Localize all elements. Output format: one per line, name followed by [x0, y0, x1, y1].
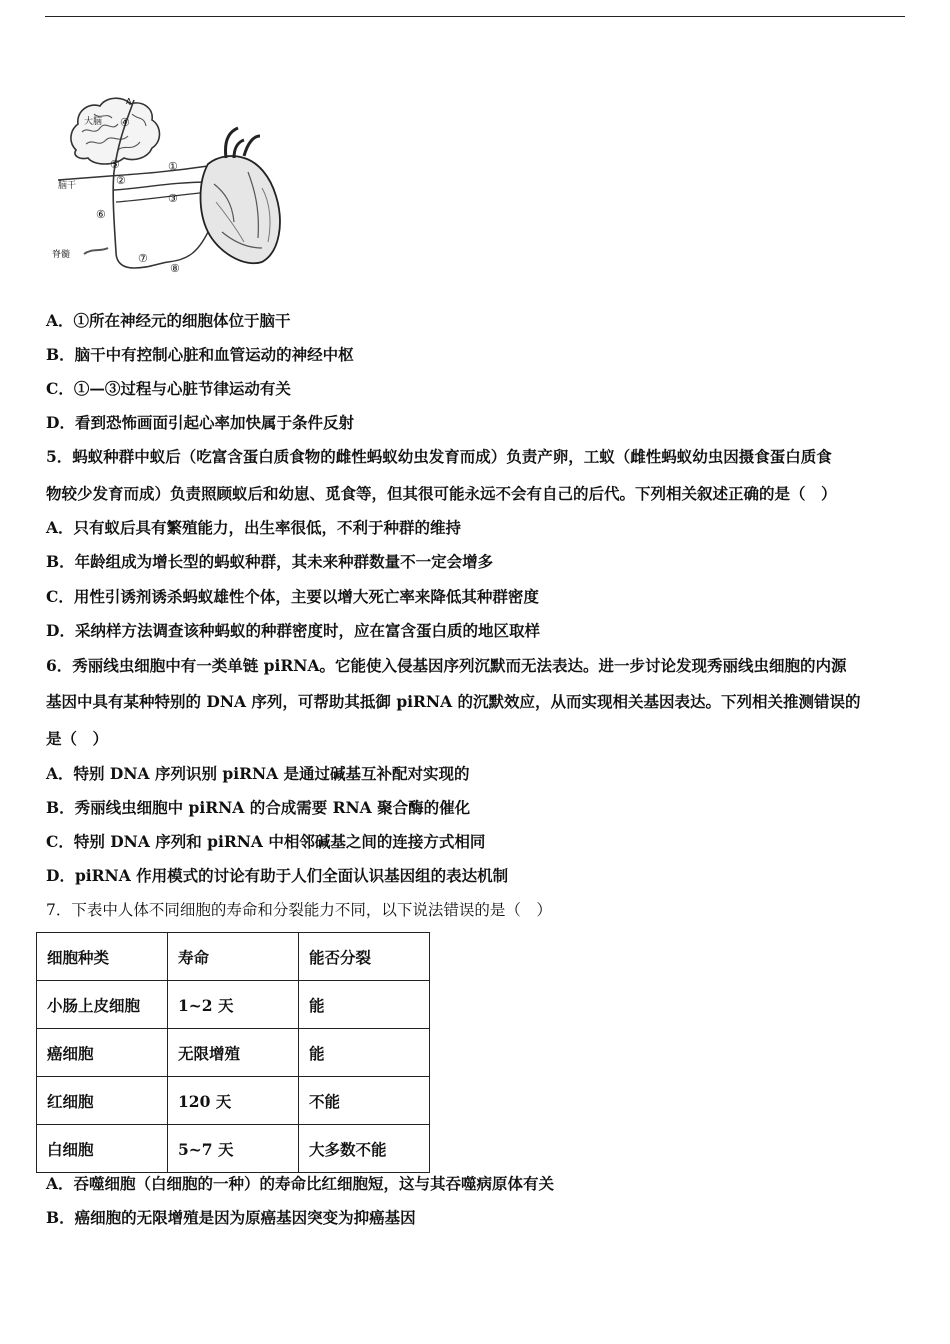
q7-option-a: A．吞噬细胞（白细胞的一种）的寿命比红细胞短，这与其吞噬病原体有关	[46, 1174, 555, 1193]
q5-option-b: B．年龄组成为增长型的蚂蚁种群，其未来种群数量不一定会增多	[46, 552, 494, 571]
table-cell: 能	[299, 1029, 430, 1077]
q5-stem-line2: 物较少发育而成）负责照顾蚁后和幼崽、觅食等，但其很可能永远不会有自己的后代。下列相关叙述正确的是（ ）	[46, 484, 837, 503]
table-cell: 无限增殖	[168, 1029, 299, 1077]
header-rule	[45, 16, 905, 17]
q6-option-d: D．piRNA 作用模式的讨论有助于人们全面认识基因组的表达机制	[46, 866, 509, 885]
table-header-cell: 能否分裂	[299, 933, 430, 981]
brainstem-label: 脑干	[58, 181, 77, 191]
marker-2: ②	[116, 174, 126, 187]
table-cell: 能	[299, 981, 430, 1029]
table-cell: 白细胞	[37, 1125, 168, 1173]
table-cell: 癌细胞	[37, 1029, 168, 1077]
marker-8: ⑧	[170, 262, 180, 275]
q4-option-c: C．①—③过程与心脏节律运动有关	[46, 379, 291, 398]
q5-option-c: C．用性引诱剂诱杀蚂蚁雄性个体，主要以增大死亡率来降低其种群密度	[46, 587, 539, 606]
table-header-cell: 寿命	[168, 933, 299, 981]
q7-stem: 7．下表中人体不同细胞的寿命和分裂能力不同，以下说法错误的是（ ）	[46, 901, 552, 919]
marker-3: ③	[168, 192, 178, 205]
q5-stem-line1: 5．蚂蚁种群中蚁后（吃富含蛋白质食物的雌性蚂蚁幼虫发育而成）负责产卵，工蚁（雌性蚂蚁幼虫因摄食蛋白质食	[46, 447, 832, 466]
a-label: A	[126, 97, 132, 106]
table-cell: 120 天	[168, 1077, 299, 1125]
marker-1: ①	[168, 160, 178, 173]
heart-nerve-diagram	[48, 92, 284, 284]
table-header-cell: 细胞种类	[37, 933, 168, 981]
table-cell: 小肠上皮细胞	[37, 981, 168, 1029]
table-row	[37, 1125, 430, 1173]
table-row	[37, 981, 430, 1029]
q7-option-b: B．癌细胞的无限增殖是因为原癌基因突变为抑癌基因	[46, 1208, 416, 1227]
table-cell: 大多数不能	[299, 1125, 430, 1173]
table-cell: 不能	[299, 1077, 430, 1125]
table-header-row	[37, 933, 430, 981]
table-row	[37, 1029, 430, 1077]
spinal-label: 脊髓	[52, 250, 71, 260]
q6-option-b: B．秀丽线虫细胞中 piRNA 的合成需要 RNA 聚合酶的催化	[46, 798, 471, 817]
q4-option-a: A．①所在神经元的细胞体位于脑干	[46, 311, 291, 330]
marker-6: ⑥	[96, 208, 106, 221]
marker-4: ④	[120, 116, 130, 129]
q6-stem-line3: 是（ ）	[46, 729, 109, 748]
table-cell: 红细胞	[37, 1077, 168, 1125]
q6-stem-line1: 6．秀丽线虫细胞中有一类单链 piRNA。它能使入侵基因序列沉默而无法表达。进一步讨论发现秀丽线虫细胞的内源	[46, 656, 847, 675]
q6-option-a: A．特别 DNA 序列识别 piRNA 是通过碱基互补配对实现的	[46, 764, 470, 783]
marker-7: ⑦	[138, 252, 148, 265]
marker-5: ⑤	[110, 158, 120, 171]
heart-illustration	[201, 128, 280, 263]
brain-label: 大脑	[84, 117, 103, 127]
table-cell: 5~7 天	[168, 1125, 299, 1173]
table-row	[37, 1077, 430, 1125]
q4-option-b: B．脑干中有控制心脏和血管运动的神经中枢	[46, 345, 354, 364]
q5-option-a: A．只有蚁后具有繁殖能力，出生率很低，不利于种群的维持	[46, 518, 462, 537]
q5-option-d: D．采纳样方法调查该种蚂蚁的种群密度时，应在富含蛋白质的地区取样	[46, 621, 540, 640]
q6-stem-line2: 基因中具有某种特别的 DNA 序列，可帮助其抵御 piRNA 的沉默效应，从而实现相关基因表达。下列相关推测错误的	[46, 692, 861, 711]
cell-lifespan-table	[36, 932, 430, 1173]
brain-illustration	[71, 98, 160, 164]
q6-option-c: C．特别 DNA 序列和 piRNA 中相邻碱基之间的连接方式相同	[46, 832, 486, 851]
q4-option-d: D．看到恐怖画面引起心率加快属于条件反射	[46, 413, 354, 432]
table-cell: 1~2 天	[168, 981, 299, 1029]
